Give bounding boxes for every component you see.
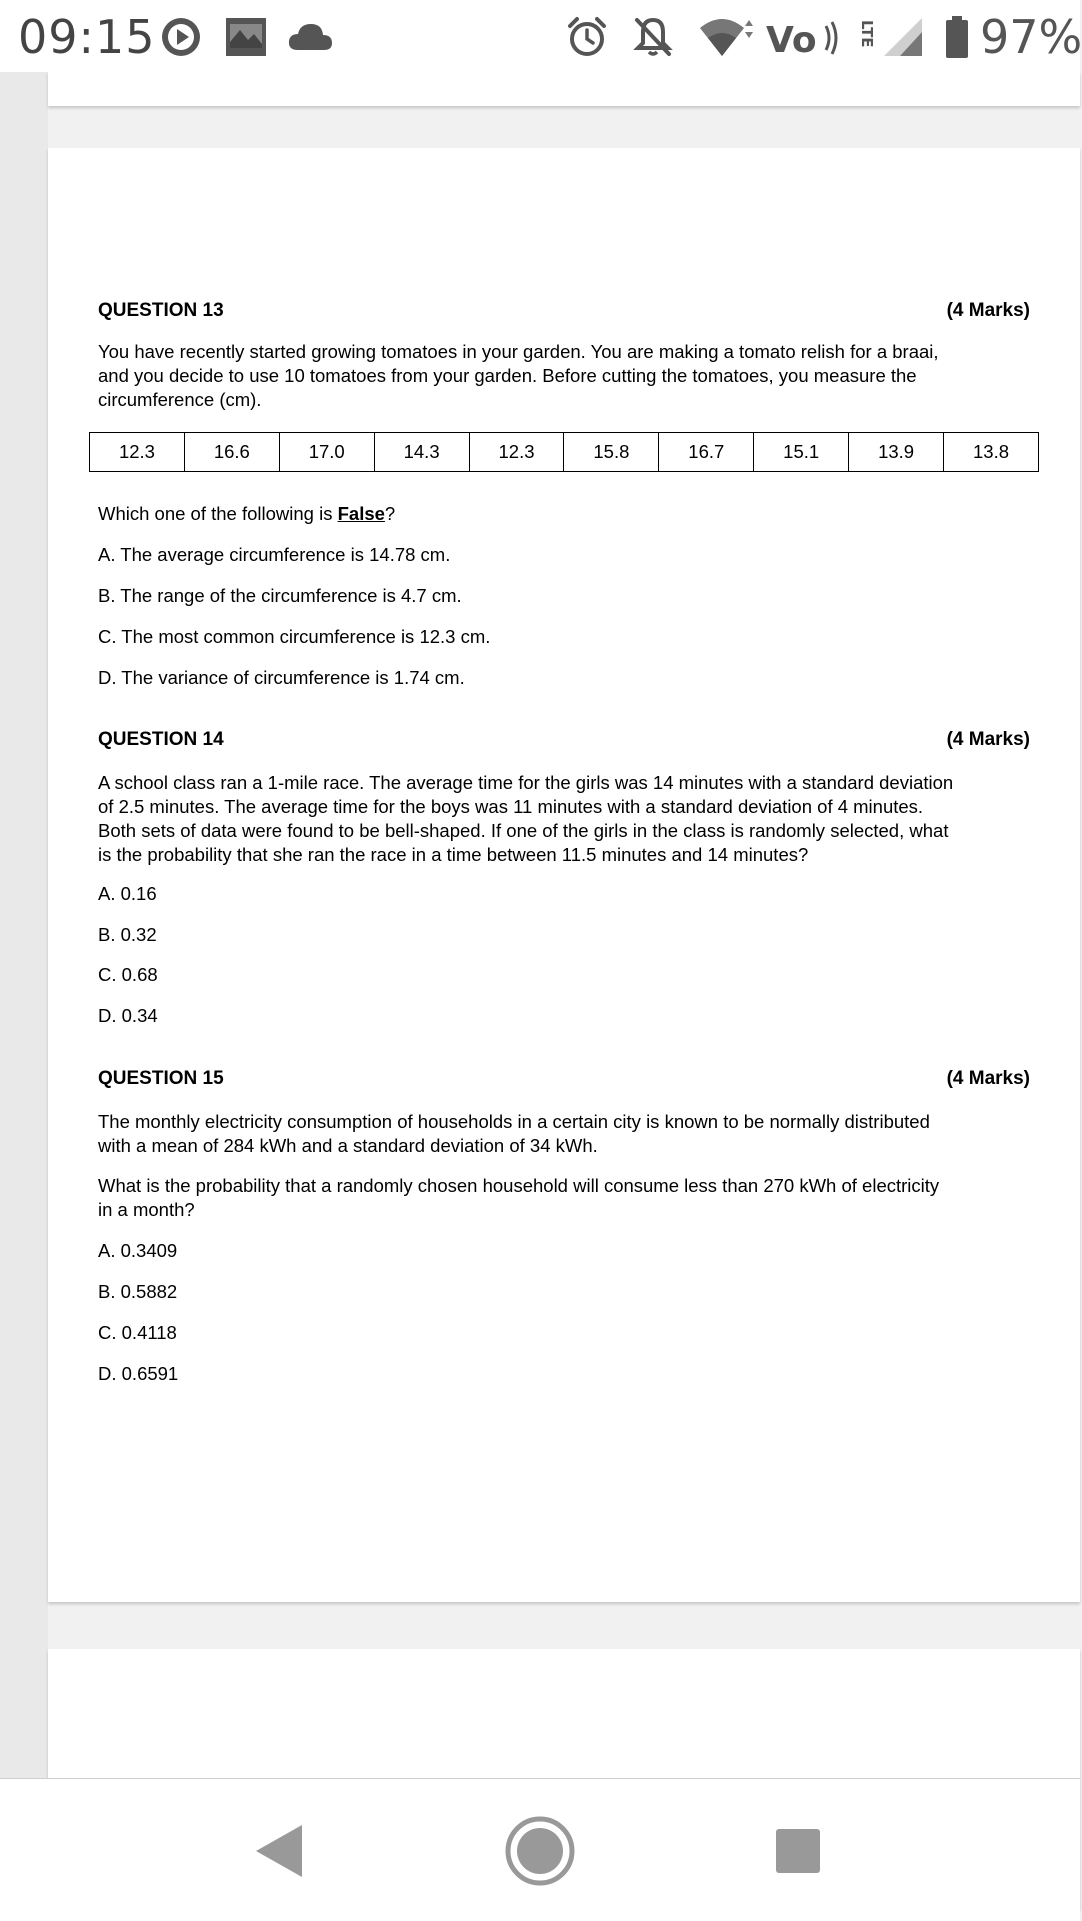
question-14-heading: QUESTION 14 [98, 729, 224, 750]
question-14-text: A school class ran a 1-mile race. The average time for the girls was 14 minutes with a standard deviation of 2.5 minutes. The average time for the boys was 11 minutes with a standard deviation of 4 minutes. Both sets of data were found to be bell-shaped. If one of the girls in the class is randomly selected, what is the probability that she ran the race in a time between 11.5 minutes and 14 minutes? [98, 772, 954, 865]
recents-icon [776, 1829, 820, 1873]
question-14-option-d: D. 0.34 [98, 1005, 158, 1026]
home-icon [508, 1819, 572, 1883]
table-cell: 17.0 [279, 433, 374, 472]
circumference-table [89, 432, 1039, 472]
back-button[interactable] [240, 1811, 320, 1891]
prompt-emphasis: False [337, 503, 385, 524]
question-13-heading: QUESTION 13 [98, 300, 224, 321]
question-13-option-c: C. The most common circumference is 12.3 cm. [98, 626, 491, 647]
cloud-icon [286, 16, 334, 58]
status-time: 09:15 [18, 10, 156, 64]
record-icon [160, 16, 202, 58]
volte-label: Vo [766, 20, 817, 61]
question-15-option-d: D. 0.6591 [98, 1363, 179, 1384]
question-15-text: The monthly electricity consumption of households in a certain city is known to be normally distributed with a mean of 284 kWh and a standard deviation of 34 kWh. [98, 1111, 930, 1156]
question-13-prompt [98, 503, 395, 525]
question-15-heading: QUESTION 15 [98, 1068, 224, 1089]
table-cell: 14.3 [374, 433, 469, 472]
question-14-option-a: A. 0.16 [98, 883, 157, 904]
question-15-option-a: A. 0.3409 [98, 1240, 178, 1261]
signal-icon [884, 16, 924, 58]
home-button[interactable] [500, 1811, 580, 1891]
wifi-icon [698, 16, 756, 58]
question-15-marks: (4 Marks) [946, 1068, 1030, 1089]
question-15-question: What is the probability that a randomly chosen household will consume less than 270 kWh of electricity in a month? [98, 1175, 940, 1220]
mute-icon [632, 16, 674, 58]
table-row [90, 433, 1039, 472]
alarm-icon [566, 16, 608, 58]
back-icon [256, 1825, 302, 1877]
question-14-marks: (4 Marks) [946, 729, 1030, 750]
battery-percentage: 97% [980, 10, 1082, 64]
question-13-option-d: D. The variance of circumference is 1.74 cm. [98, 667, 465, 688]
document-page [48, 148, 1080, 1602]
question-13-option-b: B. The range of the circumference is 4.7 cm. [98, 585, 462, 606]
question-15-option-b: B. 0.5882 [98, 1281, 178, 1302]
recents-button[interactable] [758, 1811, 838, 1891]
question-13-option-a: A. The average circumference is 14.78 cm. [98, 544, 451, 565]
table-cell: 16.7 [659, 433, 754, 472]
table-cell: 12.3 [469, 433, 564, 472]
question-13-text: You have recently started growing tomatoes in your garden. You are making a tomato relish for a braai, and you decide to use 10 tomatoes from your garden. Before cutting the tomatoes, you measure the circumference (cm). [98, 341, 939, 410]
volte-icon [766, 16, 876, 61]
left-gutter [0, 72, 48, 1778]
previous-page-bottom [48, 72, 1080, 106]
navigation-bar [0, 1778, 1080, 1921]
document-viewer[interactable] [0, 72, 1080, 1778]
prompt-end: ? [384, 503, 396, 524]
table-cell: 15.8 [564, 433, 659, 472]
table-cell: 15.1 [754, 433, 849, 472]
question-13-marks: (4 Marks) [946, 300, 1030, 321]
question-14-option-c: C. 0.68 [98, 964, 158, 985]
table-cell: 13.8 [944, 433, 1039, 472]
question-14-option-b: B. 0.32 [98, 924, 157, 945]
battery-icon [944, 16, 970, 58]
status-bar [0, 0, 1080, 72]
table-cell: 12.3 [90, 433, 185, 472]
table-cell: 16.6 [184, 433, 279, 472]
question-15-option-c: C. 0.4118 [98, 1322, 177, 1343]
table-cell: 13.9 [849, 433, 944, 472]
prompt-text: Which one of the following is [98, 503, 338, 524]
lte-label: LTE [858, 20, 876, 48]
photo-icon [224, 16, 268, 58]
